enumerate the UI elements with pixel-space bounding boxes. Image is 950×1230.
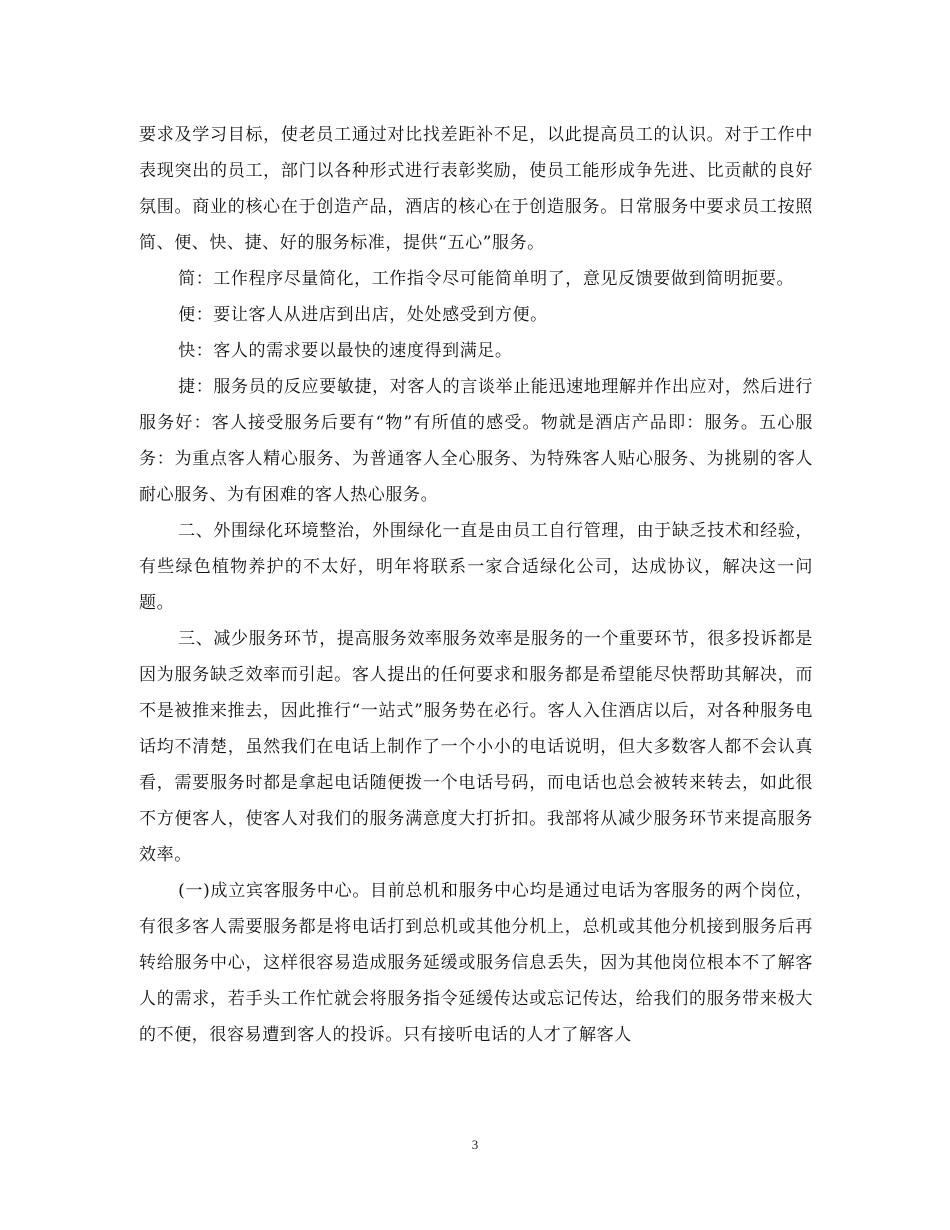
page-number: 3 bbox=[471, 1137, 479, 1152]
paragraph-jie: 捷：服务员的反应要敏捷，对客人的言谈举止能迅速地理解并作出应对，然后进行服务好：客人接受服务后要有“物”有所值的感受。物就是酒店产品即：服务。五心服务：为重点客人精心服务、为普通客人全心服务、为特殊客人贴心服务、为挑剔的客人耐心服务、为有困难的客人热心服务。 bbox=[139, 377, 813, 505]
paragraph-kuai: 快：客人的需求要以最快的速度得到满足。 bbox=[178, 341, 513, 361]
document-body bbox=[139, 117, 813, 1053]
paragraph-continuation: 要求及学习目标，使老员工通过对比找差距补不足，以此提高员工的认识。对于工作中表现突出的员工，部门以各种形式进行表彰奖励，使员工能形成争先进、比贡献的良好氛围。商业的核心在于创造产品，酒店的核心在于创造服务。日常服务中要求员工按照简、便、快、捷、好的服务标准，提供“五心”服务。 bbox=[139, 125, 813, 253]
paragraph-jian: 简：工作程序尽量简化，工作指令尽可能简单明了，意见反馈要做到简明扼要。 bbox=[178, 269, 795, 289]
paragraph-section-3: 三、减少服务环节，提高服务效率服务效率是服务的一个重要环节，很多投诉都是因为服务缺乏效率而引起。客人提出的任何要求和服务都是希望能尽快帮助其解决，而不是被推来推去，因此推行“一站式”服务势在必行。客人入住酒店以后，对各种服务电话均不清楚，虽然我们在电话上制作了一个小小的电话说明，但大多数客人都不会认真看，需要服务时都是拿起电话随便拨一个电话号码，而电话也总会被转来转去，如此很不方便客人，使客人对我们的服务满意度大打折扣。我部将从减少服务环节来提高服务效率。 bbox=[139, 629, 813, 865]
paragraph-section-2: 二、外围绿化环境整治，外围绿化一直是由员工自行管理，由于缺乏技术和经验，有些绿色植物养护的不太好，明年将联系一家合适绿化公司，达成协议，解决这一问题。 bbox=[139, 521, 813, 613]
paragraph-subsection-1: (一)成立宾客服务中心。目前总机和服务中心均是通过电话为客服务的两个岗位，有很多客人需要服务都是将电话打到总机或其他分机上，总机或其他分机接到服务后再转给服务中心，这样很容易造成服务延缓或服务信息丢失，因为其他岗位根本不了解客人的需求，若手头工作忙就会将服务指令延缓传达或忘记传达，给我们的服务带来极大的不便，很容易遭到客人的投诉。只有接听电话的人才了解客人 bbox=[139, 881, 813, 1045]
paragraph-bian: 便：要让客人从进店到出店，处处感受到方便。 bbox=[178, 305, 548, 325]
